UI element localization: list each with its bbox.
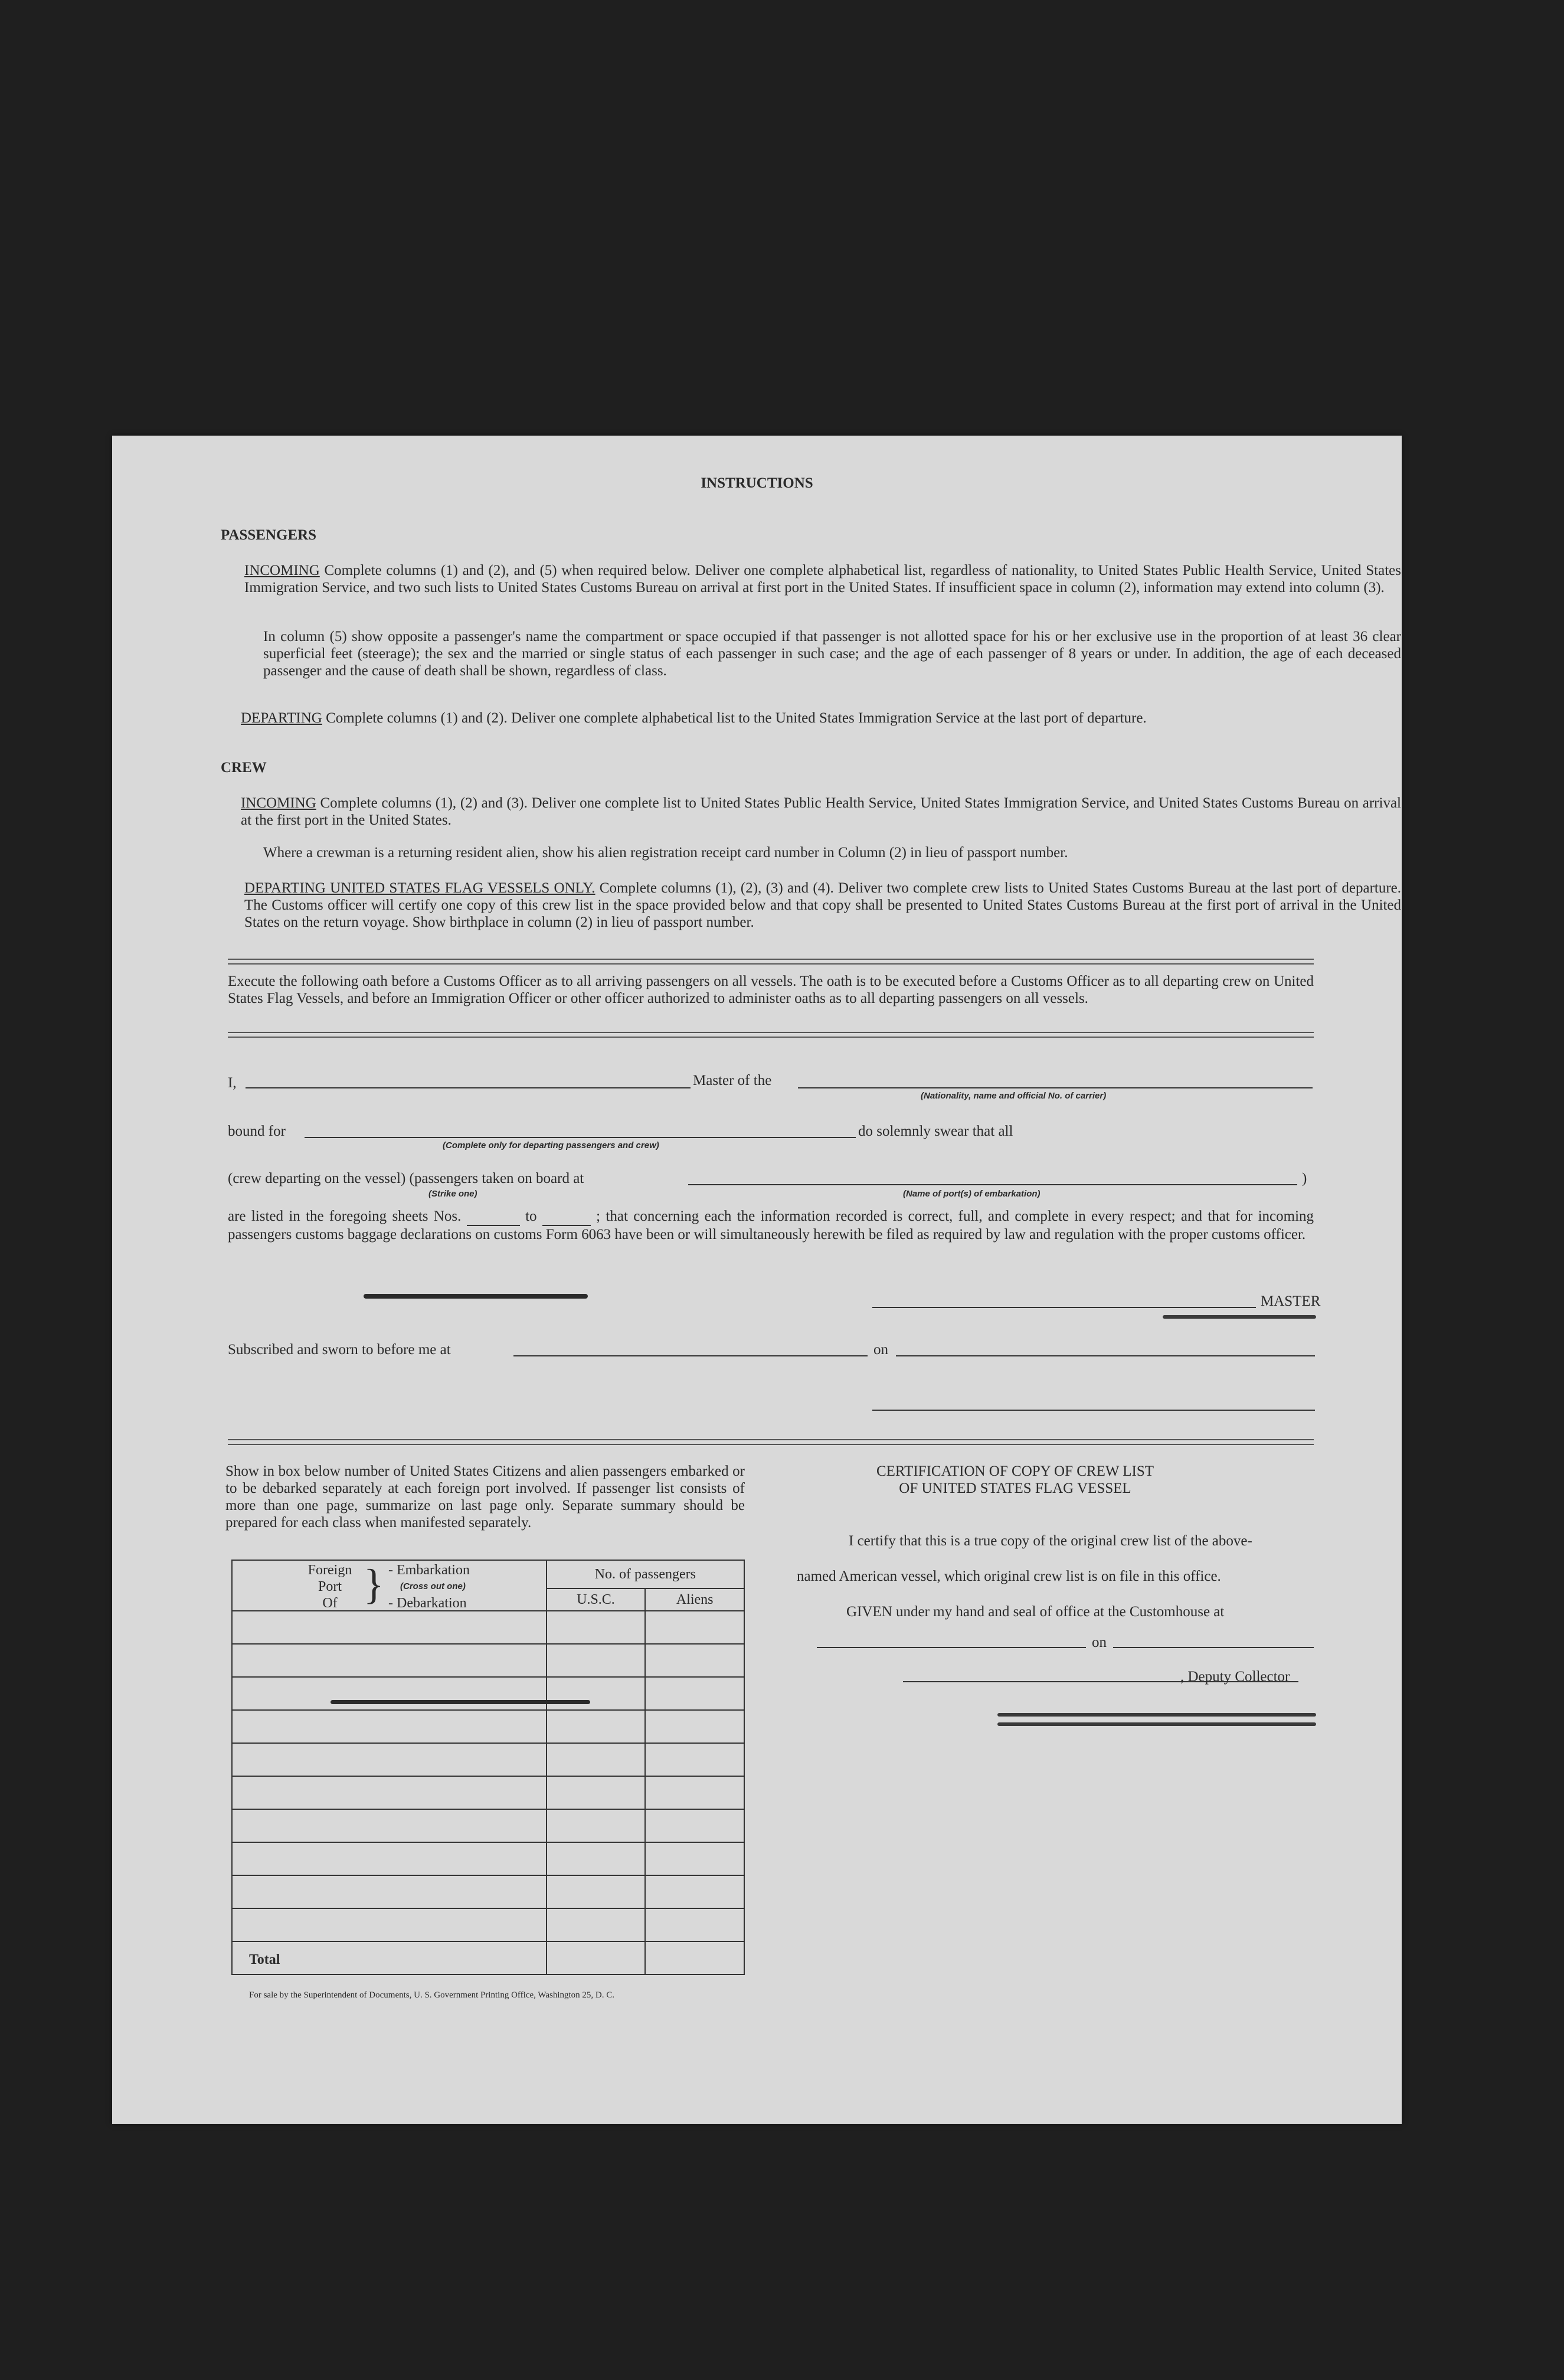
table-row	[232, 1611, 744, 1644]
aliens-cell[interactable]	[645, 1809, 744, 1842]
port-cell[interactable]	[232, 1875, 547, 1908]
foreign-label: Foreign	[307, 1562, 352, 1578]
crew-incoming-label: INCOMING	[241, 795, 316, 811]
aliens-header: Aliens	[645, 1588, 744, 1611]
foreign-port-header	[232, 1560, 547, 1611]
total-label: Total	[232, 1941, 547, 1974]
table-row	[232, 1875, 744, 1908]
oath-i-label: I,	[228, 1075, 237, 1091]
aliens-cell[interactable]	[645, 1611, 744, 1644]
master-label: MASTER	[1261, 1293, 1321, 1309]
passengers-incoming-text: Complete columns (1) and (2), and (5) when required below. Deliver one complete alphabetical list, regardless of nationality, to United States Public Health Service, United States Immigration Service, and two such lists to United States Customs Bureau on arrival at first port in the United States. If insufficient space in column (2), information may extend into column (3).	[244, 563, 1401, 596]
bound-for-line[interactable]	[305, 1137, 856, 1138]
table-row	[232, 1743, 744, 1776]
aliens-cell[interactable]	[645, 1743, 744, 1776]
crew-departing-text: Complete columns (1), (2), (3) and (4). Deliver two complete crew lists to United States Customs Bureau at the last port of departure. The Customs officer will certify one copy of this crew list in the space provided below and that copy shall be presented to United States Customs Bureau at the first port of arrival in the United States on the return voyage. Show birthplace in column (2) in lieu of passport number.	[244, 880, 1402, 930]
port-line[interactable]	[688, 1184, 1297, 1185]
usc-cell[interactable]	[547, 1842, 646, 1875]
aliens-cell[interactable]	[645, 1776, 744, 1809]
instructions-title: INSTRUCTIONS	[701, 475, 813, 491]
passenger-summary-table	[231, 1560, 745, 1975]
usc-cell[interactable]	[547, 1875, 646, 1908]
port-cell[interactable]	[232, 1743, 547, 1776]
port-cell[interactable]	[232, 1710, 547, 1743]
port-cell[interactable]	[232, 1842, 547, 1875]
signature-mark	[364, 1294, 588, 1299]
cross-out-caption: (Cross out one)	[400, 1581, 466, 1591]
table-row	[232, 1776, 744, 1809]
port-caption: (Name of port(s) of embarkation)	[903, 1189, 1041, 1199]
form-page	[112, 436, 1402, 2124]
certification-date-line[interactable]	[1113, 1647, 1314, 1648]
sheet-to-line[interactable]	[542, 1208, 591, 1226]
port-cell[interactable]	[232, 1809, 547, 1842]
no-of-passengers-header: No. of passengers	[547, 1560, 744, 1588]
aliens-cell[interactable]	[645, 1677, 744, 1710]
port-cell[interactable]	[232, 1677, 547, 1710]
ink-mark	[997, 1713, 1316, 1717]
certification-line-2: named American vessel, which original crew list is on file in this office.	[797, 1568, 1221, 1584]
aliens-cell[interactable]	[645, 1710, 744, 1743]
table-row	[232, 1809, 744, 1842]
brace-glyph: }	[364, 1561, 384, 1608]
aliens-cell[interactable]	[645, 1644, 744, 1677]
usc-cell[interactable]	[547, 1743, 646, 1776]
aliens-cell[interactable]	[645, 1875, 744, 1908]
usc-cell[interactable]	[547, 1644, 646, 1677]
crew-incoming	[241, 795, 1401, 829]
crew-resident: Where a crewman is a returning resident alien, show his alien registration receipt card number in Column (2) in lieu of passport number.	[263, 845, 1068, 861]
master-signature-line[interactable]	[872, 1307, 1256, 1308]
port-cell[interactable]	[232, 1611, 547, 1644]
crew-departing-label: DEPARTING UNITED STATES FLAG VESSELS ONLY.	[244, 880, 596, 896]
listed-b: ; that concerning each the information recorded is correct, full, and complete in every respect; and that for incoming passengers customs baggage declarations on customs Form 6063 have been or will simultaneously herewith be filed as required by law and regulation with the proper customs officer.	[228, 1208, 1314, 1243]
table-row	[232, 1908, 744, 1941]
table-row	[232, 1677, 744, 1710]
total-row	[232, 1941, 744, 1974]
usc-total-cell[interactable]	[547, 1941, 646, 1974]
bound-caption: (Complete only for departing passengers and crew)	[443, 1140, 659, 1150]
subscribed-label: Subscribed and sworn to before me at	[228, 1342, 451, 1358]
of-label: Of	[322, 1596, 338, 1611]
usc-cell[interactable]	[547, 1677, 646, 1710]
master-of-the-label: Master of the	[693, 1073, 772, 1088]
passengers-column5: In column (5) show opposite a passenger's name the compartment or space occupied if that passenger is not allotted space for his or her exclusive use in the proportion of at least 36 clear superficial feet (steerage); the sex and the married or single status of each passenger in such case; and the age of each passenger of 8 years or under. In addition, the age of each deceased passenger and the cause of death shall be shown, regardless of class.	[263, 629, 1401, 679]
customhouse-place-line[interactable]	[817, 1647, 1086, 1648]
table-row	[232, 1842, 744, 1875]
port-cell[interactable]	[232, 1644, 547, 1677]
bound-for-label: bound for	[228, 1123, 286, 1139]
passengers-heading: PASSENGERS	[221, 527, 317, 543]
ink-mark	[997, 1722, 1316, 1726]
crew-departing-label: (crew departing on the vessel) (passengers taken on board at	[228, 1171, 584, 1186]
usc-header: U.S.C.	[547, 1588, 646, 1611]
divider	[228, 1439, 1314, 1445]
swear-label: do solemnly swear that all	[858, 1123, 1013, 1139]
usc-cell[interactable]	[547, 1710, 646, 1743]
embarkation-label: - Embarkation	[388, 1562, 470, 1578]
subscribed-date-line[interactable]	[896, 1355, 1315, 1356]
vessel-line[interactable]	[798, 1087, 1313, 1088]
usc-cell[interactable]	[547, 1776, 646, 1809]
aliens-total-cell[interactable]	[645, 1941, 744, 1974]
certification-title-1: CERTIFICATION OF COPY OF CREW LIST	[876, 1463, 1154, 1479]
on-label: on	[873, 1342, 888, 1358]
strike-one-caption: (Strike one)	[428, 1189, 477, 1199]
to-label: to	[525, 1208, 537, 1224]
oath-intro: Execute the following oath before a Customs Officer as to all arriving passengers on all vessels. The oath is to be executed before a Customs Officer as to all departing crew on United States Flag Vessels, and before an Immigration Officer or other officer authorized to administer oaths as to all departing passengers on all vessels.	[228, 973, 1314, 1006]
port-label: Port	[318, 1579, 342, 1594]
passengers-departing	[241, 710, 1401, 727]
subscribed-place-line[interactable]	[513, 1355, 868, 1356]
crew-incoming-text: Complete columns (1), (2) and (3). Deliver one complete list to United States Public Health Service, United States Immigration Service, and United States Customs Bureau on arrival at the first port in the United States.	[241, 795, 1401, 828]
passengers-departing-label: DEPARTING	[241, 710, 322, 726]
passengers-incoming-label: INCOMING	[244, 563, 320, 578]
master-name-line[interactable]	[246, 1087, 691, 1088]
port-cell[interactable]	[232, 1776, 547, 1809]
summary-intro: Show in box below number of United States Citizens and alien passengers embarked or to be debarked separately at each foreign port involved. If passenger list consists of more than one page, summarize on last page only. Separate summary should be prepared for each class when manifested separately.	[225, 1463, 745, 1531]
usc-cell[interactable]	[547, 1611, 646, 1644]
certification-title-2: OF UNITED STATES FLAG VESSEL	[899, 1480, 1131, 1496]
divider	[228, 1032, 1314, 1038]
nationality-caption: (Nationality, name and official No. of carrier)	[921, 1091, 1107, 1101]
aliens-cell[interactable]	[645, 1842, 744, 1875]
close-paren: )	[1302, 1171, 1307, 1186]
table-row	[232, 1710, 744, 1743]
crew-heading: CREW	[221, 760, 267, 776]
port-cell[interactable]	[232, 1908, 547, 1941]
ink-mark	[331, 1700, 590, 1704]
certification-line-3: GIVEN under my hand and seal of office at the Customhouse at	[846, 1604, 1225, 1620]
listed-a: are listed in the foregoing sheets Nos.	[228, 1208, 462, 1224]
for-sale-note: For sale by the Superintendent of Documents, U. S. Government Printing Office, Washington 25, D. C.	[249, 1990, 614, 2000]
usc-cell[interactable]	[547, 1809, 646, 1842]
passengers-incoming	[244, 562, 1401, 596]
certification-on-label: on	[1092, 1634, 1107, 1650]
deputy-collector-label: , Deputy Collector	[1180, 1669, 1290, 1685]
divider	[228, 959, 1314, 965]
officer-signature-line[interactable]	[872, 1410, 1315, 1411]
usc-cell[interactable]	[547, 1908, 646, 1941]
sheet-from-line[interactable]	[467, 1208, 520, 1226]
ink-mark	[1163, 1315, 1316, 1319]
passengers-departing-text: Complete columns (1) and (2). Deliver one complete alphabetical list to the United States Immigration Service at the last port of departure.	[326, 710, 1147, 726]
table-row	[232, 1644, 744, 1677]
debarkation-label: - Debarkation	[388, 1596, 467, 1611]
aliens-cell[interactable]	[645, 1908, 744, 1941]
certification-line-1: I certify that this is a true copy of the original crew list of the above-	[849, 1533, 1252, 1549]
crew-departing	[244, 880, 1401, 931]
oath-body	[228, 1208, 1314, 1243]
